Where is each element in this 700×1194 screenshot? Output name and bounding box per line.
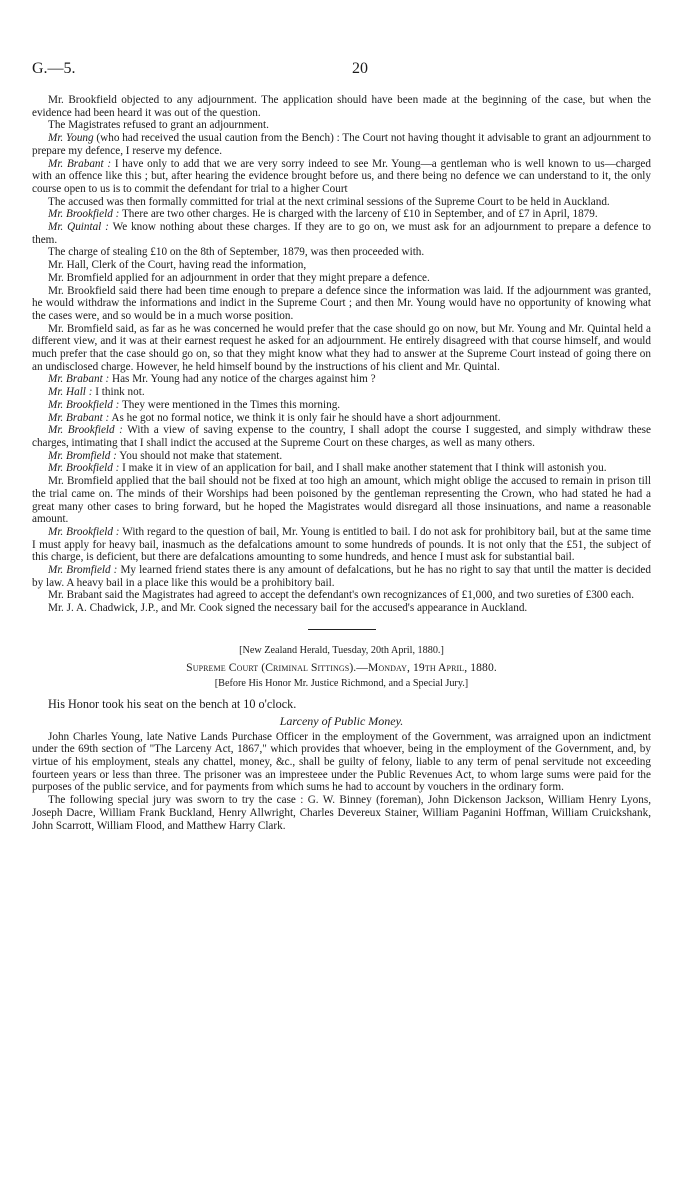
paragraph: Mr. Bromfield applied that the bail should not be fixed at too high an amount, which might oblige the accused to remain in prison till the trial came on. The minds of their Worships had been poisoned by the gentleman representing the Crown, who had stated he had a great many other cases to bring forward, but he hoped the Magistrates would disregard all those insinuations, and name a reasonable amount. bbox=[32, 475, 651, 526]
court-heading: Supreme Court (Criminal Sittings).—Monday, 19th April, 1880. bbox=[186, 660, 497, 674]
paragraph: Mr. Brookfield : There are two other charges. He is charged with the larceny of £10 in September, and of £7 in April, 1879. bbox=[48, 208, 598, 221]
paragraph: Mr. Bromfield : My learned friend states there is any amount of defalcations, but he has no right to say that until the matter is decided by law. A heavy bail in a place like this would be a prohibitory bail. bbox=[32, 564, 651, 589]
paragraph: Mr. Brookfield : With regard to the question of bail, Mr. Young is entitled to bail. I do not ask for prohibitory bail, but at the same time I must apply for heavy bail, inasmuch as the defalcations amount to some hundreds of pounds. It is not only that the £51, the subject of this charge, is deficient, but there are defalcations amounting to some hundreds, and hence I must ask for substantial bail. bbox=[32, 525, 651, 564]
paragraph: Mr. Brabant said the Magistrates had agreed to accept the defendant's own recognizances of £1,000, and two sureties of £300 each. bbox=[48, 589, 635, 602]
paragraph: Mr. Brookfield : They were mentioned in the Times this morning. bbox=[48, 398, 341, 411]
paragraph: Mr. Hall : I think not. bbox=[48, 386, 145, 399]
paragraph: John Charles Young, late Native Lands Purchase Officer in the employment of the Government, was arraigned upon an indictment under the 69th section of "The Larceny Act, 1867," which provides that whoever, being in the employment of the Government, and, by virtue of his employment, steals any chattel, money, &c., shall be guilty of felony, liable to any term of penal servitude not exceeding fourteen years or less than three. The prisoner was an impresteee under the Public Revenues Act, to whom large sums were paid for the purposes of the public service, and for payments from which sums he had to account by vouchers in the ordinary form. bbox=[32, 730, 651, 794]
paragraph: The following special jury was sworn to try the case : G. W. Binney (foreman), John Dickenson Jackson, William Henry Lyons, Joseph Dacre, William Frank Buckland, Henry Allwright, Charles Devereux Stainer, William Paganini Hoffman, William Cruickshank, John Scarrott, William Flood, and Matthew Harry Clark. bbox=[32, 794, 651, 832]
speaker-name: Mr. Young bbox=[48, 132, 94, 145]
proceedings-section bbox=[32, 94, 651, 615]
paragraph: The charge of stealing £10 on the 8th of September, 1879, was then proceeded with. bbox=[48, 246, 425, 259]
section-divider bbox=[308, 629, 376, 630]
paragraph: Mr. Bromfield applied for an adjournment in order that they might prepare a defence. bbox=[48, 271, 430, 284]
speaker-name: Mr. Brabant : bbox=[48, 411, 110, 424]
paragraph: Mr. Brabant : As he got no formal notice, we think it is only fair he should have a short adjournment. bbox=[48, 411, 501, 424]
paragraph: Mr. Quintal : We know nothing about these charges. If they are to go on, we must ask for an adjournment to prepare a defence to them. bbox=[32, 221, 652, 246]
paragraph: The accused was then formally committed for trial at the next criminal sessions of the Supreme Court to be held in Auckland. bbox=[48, 195, 610, 208]
paragraph: Mr. Bromfield said, as far as he was concerned he would prefer that the case should go on now, but Mr. Young and Mr. Quintal held a different view, and it was at their earnest request he asked for an adjournment. He entirely disagreed with that course himself, and would much prefer that the case should go on, so that they might know what they had to answer at the Supreme Court instead of going there on an undisclosed charge. However, he held himself bound by the instructions of his client and Mr. Quintal. bbox=[32, 322, 651, 373]
paragraph: Mr. Brookfield : I make it in view of an application for bail, and I shall make another statement that I think will astonish you. bbox=[48, 462, 607, 475]
paragraph: Mr. Brookfield said there had been time enough to prepare a defence since the information was laid. If the adjournment was granted, he would withdraw the informations and indict in the Supreme Court ; and then Mr. Young would have no opportunity of knowing what the cases were, and so would be in a much worse position. bbox=[32, 284, 651, 322]
speaker-name: Mr. Quintal : bbox=[48, 221, 109, 234]
paragraph: Mr. Brabant : I have only to add that we are very sorry indeed to see Mr. Young—a gentleman who is well known to us—charged with an offence like this ; but, after hearing the evidence brought before us, and there being no defence we can understand to it, the only course open to us is to commit the defendant for trial to a higher Court bbox=[32, 157, 651, 195]
trial-paragraphs bbox=[32, 731, 651, 833]
speaker-name: Mr. Brookfield : bbox=[48, 525, 120, 538]
speaker-name: Mr. Hall : bbox=[48, 386, 93, 399]
speaker-name: Mr. Brookfield : bbox=[48, 398, 120, 411]
speaker-name: Mr. Brookfield : bbox=[48, 424, 123, 437]
paragraph: Mr. Brabant : Has Mr. Young had any notice of the charges against him ? bbox=[48, 373, 376, 386]
page-number: 20 bbox=[352, 60, 368, 77]
document-body bbox=[32, 94, 651, 832]
paragraph: Mr. Young (who had received the usual caution from the Bench) : The Court not having thought it advisable to grant an adjournment to prepare my defence, I reserve my defence. bbox=[32, 132, 651, 157]
trial-section bbox=[32, 645, 651, 832]
page-header bbox=[32, 60, 651, 80]
speaker-name: Mr. Bromfield : bbox=[48, 449, 117, 462]
speaker-name: Mr. Brabant : bbox=[48, 373, 110, 386]
paragraph: Mr. J. A. Chadwick, J.P., and Mr. Cook signed the necessary bail for the accused's appearance in Auckland. bbox=[48, 602, 528, 615]
honor-line: His Honor took his seat on the bench at 10 o'clock. bbox=[48, 696, 297, 711]
speaker-name: Mr. Brookfield : bbox=[48, 462, 120, 475]
paragraph: Mr. Brookfield : With a view of saving expense to the country, I shall adopt the course I suggested, and simply withdraw these charges, intimating that I shall indict the accused at the Supreme Court on these charges, as well as many others. bbox=[32, 424, 651, 449]
paragraph: Mr. Bromfield : You should not make that statement. bbox=[48, 449, 283, 462]
case-subheading: Larceny of Public Money. bbox=[279, 713, 404, 728]
bench-note: [Before His Honor Mr. Justice Richmond, and a Special Jury.] bbox=[214, 678, 469, 690]
paragraph: Mr. Hall, Clerk of the Court, having read the information, bbox=[48, 259, 307, 272]
paragraph: The Magistrates refused to grant an adjournment. bbox=[48, 119, 269, 132]
speaker-name: Mr. Brookfield : bbox=[48, 208, 120, 221]
source-citation: [New Zealand Herald, Tuesday, 20th April, 1880.] bbox=[239, 644, 444, 656]
paragraph: Mr. Brookfield objected to any adjournment. The application should have been made at the beginning of the case, but when the evidence had been heard it was out of the question. bbox=[32, 94, 651, 119]
document-reference: G.—5. bbox=[32, 60, 76, 77]
speaker-name: Mr. Brabant : bbox=[48, 157, 112, 170]
speaker-name: Mr. Bromfield : bbox=[48, 564, 118, 577]
